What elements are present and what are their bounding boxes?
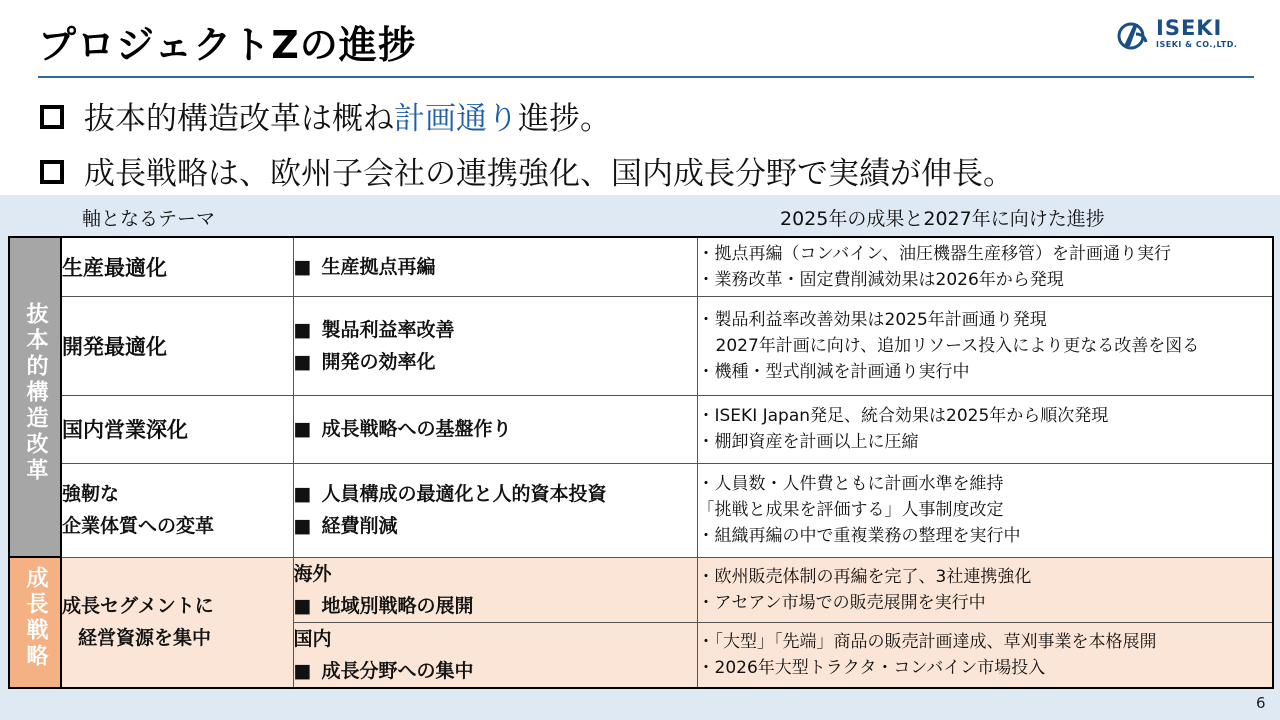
bullet-2 [40, 148, 1014, 193]
item-text: 生産拠点再編 [321, 255, 436, 278]
items-domestic-sales [293, 395, 697, 463]
result-line: ・欧州販売体制の再編を完了、3社連携強化 [697, 566, 1032, 587]
table-row [9, 463, 1273, 557]
result-line: ・棚卸資産を計画以上に圧縮 [697, 432, 919, 452]
square-bullet-icon: ■ [293, 659, 312, 682]
theme-domestic-sales: 国内営業深化 [61, 395, 293, 463]
checkbox-square-icon [40, 160, 64, 184]
theme-line: 成長セグメントに [62, 595, 214, 618]
results-production [697, 237, 1273, 296]
page-title: プロジェクトZの進捗 [38, 23, 417, 67]
company-logo [1116, 18, 1256, 52]
theme-line: 企業体質への変革 [62, 515, 215, 537]
results-domestic-sales [697, 395, 1273, 463]
items-corporate-structure [293, 463, 697, 557]
results-domestic [697, 622, 1273, 688]
table-row [9, 557, 1273, 622]
result-line: ・機種・型式削減を計画通り実行中 [697, 361, 970, 382]
list-item [294, 590, 697, 622]
table-row [9, 296, 1273, 395]
list-item [294, 478, 697, 510]
bullet-2-text: 成長戦略は、欧州子会社の連携強化、国内成長分野で実績が伸長。 [84, 156, 1014, 192]
theme-corporate-structure [61, 463, 293, 557]
result-line: ・「大型」「先端」商品の販売計画達成、草刈事業を本格展開 [697, 631, 1157, 652]
square-bullet-icon: ■ [293, 350, 312, 373]
result-line: ・人員数・人件費ともに計画水準を維持 [697, 474, 1004, 494]
square-bullet-icon: ■ [293, 515, 312, 537]
progress-table [8, 236, 1274, 689]
list-item [294, 346, 697, 378]
result-line: ・業務改革・固定費削減効果は2026年から発現 [697, 269, 1064, 290]
theme-line: 強靭な [62, 483, 120, 505]
results-overseas [697, 557, 1273, 622]
result-line: ・組織再編の中で重複業務の整理を実行中 [697, 526, 1021, 546]
result-line: ・製品利益率改善効果は2025年計画通り発現 [697, 309, 1047, 330]
list-item [294, 655, 697, 687]
table-row [9, 237, 1273, 296]
theme-growth-segment [61, 557, 293, 688]
theme-line: 経営資源を集中 [78, 627, 212, 650]
item-text: 地域別戦略の展開 [321, 594, 474, 617]
title-divider [38, 76, 1254, 78]
result-line: ・ISEKI Japan発足、統合効果は2025年から順次発現 [697, 406, 1109, 426]
column-header-results: 2025年の成果と2027年に向けた進捗 [780, 208, 1105, 230]
list-item [294, 413, 697, 445]
item-text: 人員構成の最適化と人的資本投資 [321, 483, 607, 505]
result-line: ・2026年大型トラクタ・コンバイン市場投入 [697, 657, 1046, 678]
items-domestic [293, 622, 697, 688]
list-item [294, 314, 697, 346]
theme-development: 開発最適化 [61, 296, 293, 395]
logo-name: ISEKI [1156, 16, 1223, 40]
items-development [293, 296, 697, 395]
logo-subtitle: ISEKI & CO.,LTD. [1156, 40, 1238, 49]
items-overseas [293, 557, 697, 622]
side-label-growth-strategy [9, 557, 61, 688]
square-bullet-icon: ■ [293, 418, 312, 440]
bullet-1-text-end: 進捗。 [518, 101, 611, 137]
side-label-structural-reform [9, 237, 61, 557]
results-development [697, 296, 1273, 395]
result-line: 「挑戦と成果を評価する」人事制度改定 [697, 500, 1004, 520]
side-label-structural-text: 抜本的構造改革 [23, 301, 48, 484]
item-text: 製品利益率改善 [321, 318, 455, 341]
result-line: ・拠点再編（コンバイン、油圧機器生産移管）を計画通り実行 [697, 243, 1171, 264]
page-number: 6 [1256, 694, 1266, 712]
bullet-1-text: 抜本的構造改革は概ね [84, 101, 394, 137]
items-production [293, 237, 697, 296]
checkbox-square-icon [40, 105, 64, 129]
bullet-1 [40, 93, 611, 138]
bullet-1-highlight: 計画通り [394, 101, 518, 137]
theme-production: 生産最適化 [61, 237, 293, 296]
results-corporate-structure [697, 463, 1273, 557]
item-text: 開発の効率化 [321, 350, 436, 373]
region-label: 海外 [293, 562, 332, 585]
table-row [9, 395, 1273, 463]
result-line: ・アセアン市場での販売展開を実行中 [697, 592, 986, 613]
item-text: 経費削減 [321, 515, 398, 537]
item-text: 成長戦略への基盤作り [321, 418, 512, 440]
square-bullet-icon: ■ [293, 483, 312, 505]
square-bullet-icon: ■ [293, 594, 312, 617]
list-item [294, 251, 697, 283]
side-label-growth-text: 成長戦略 [23, 566, 48, 670]
iseki-logo-icon [1116, 20, 1150, 50]
list-item [294, 510, 697, 542]
square-bullet-icon: ■ [293, 318, 312, 341]
square-bullet-icon: ■ [293, 255, 312, 278]
item-text: 成長分野への集中 [321, 659, 474, 682]
result-line: 2027年計画に向け、追加リソース投入により更なる改善を図る [715, 335, 1200, 356]
column-header-theme: 軸となるテーマ [82, 208, 216, 230]
region-label: 国内 [293, 627, 332, 650]
